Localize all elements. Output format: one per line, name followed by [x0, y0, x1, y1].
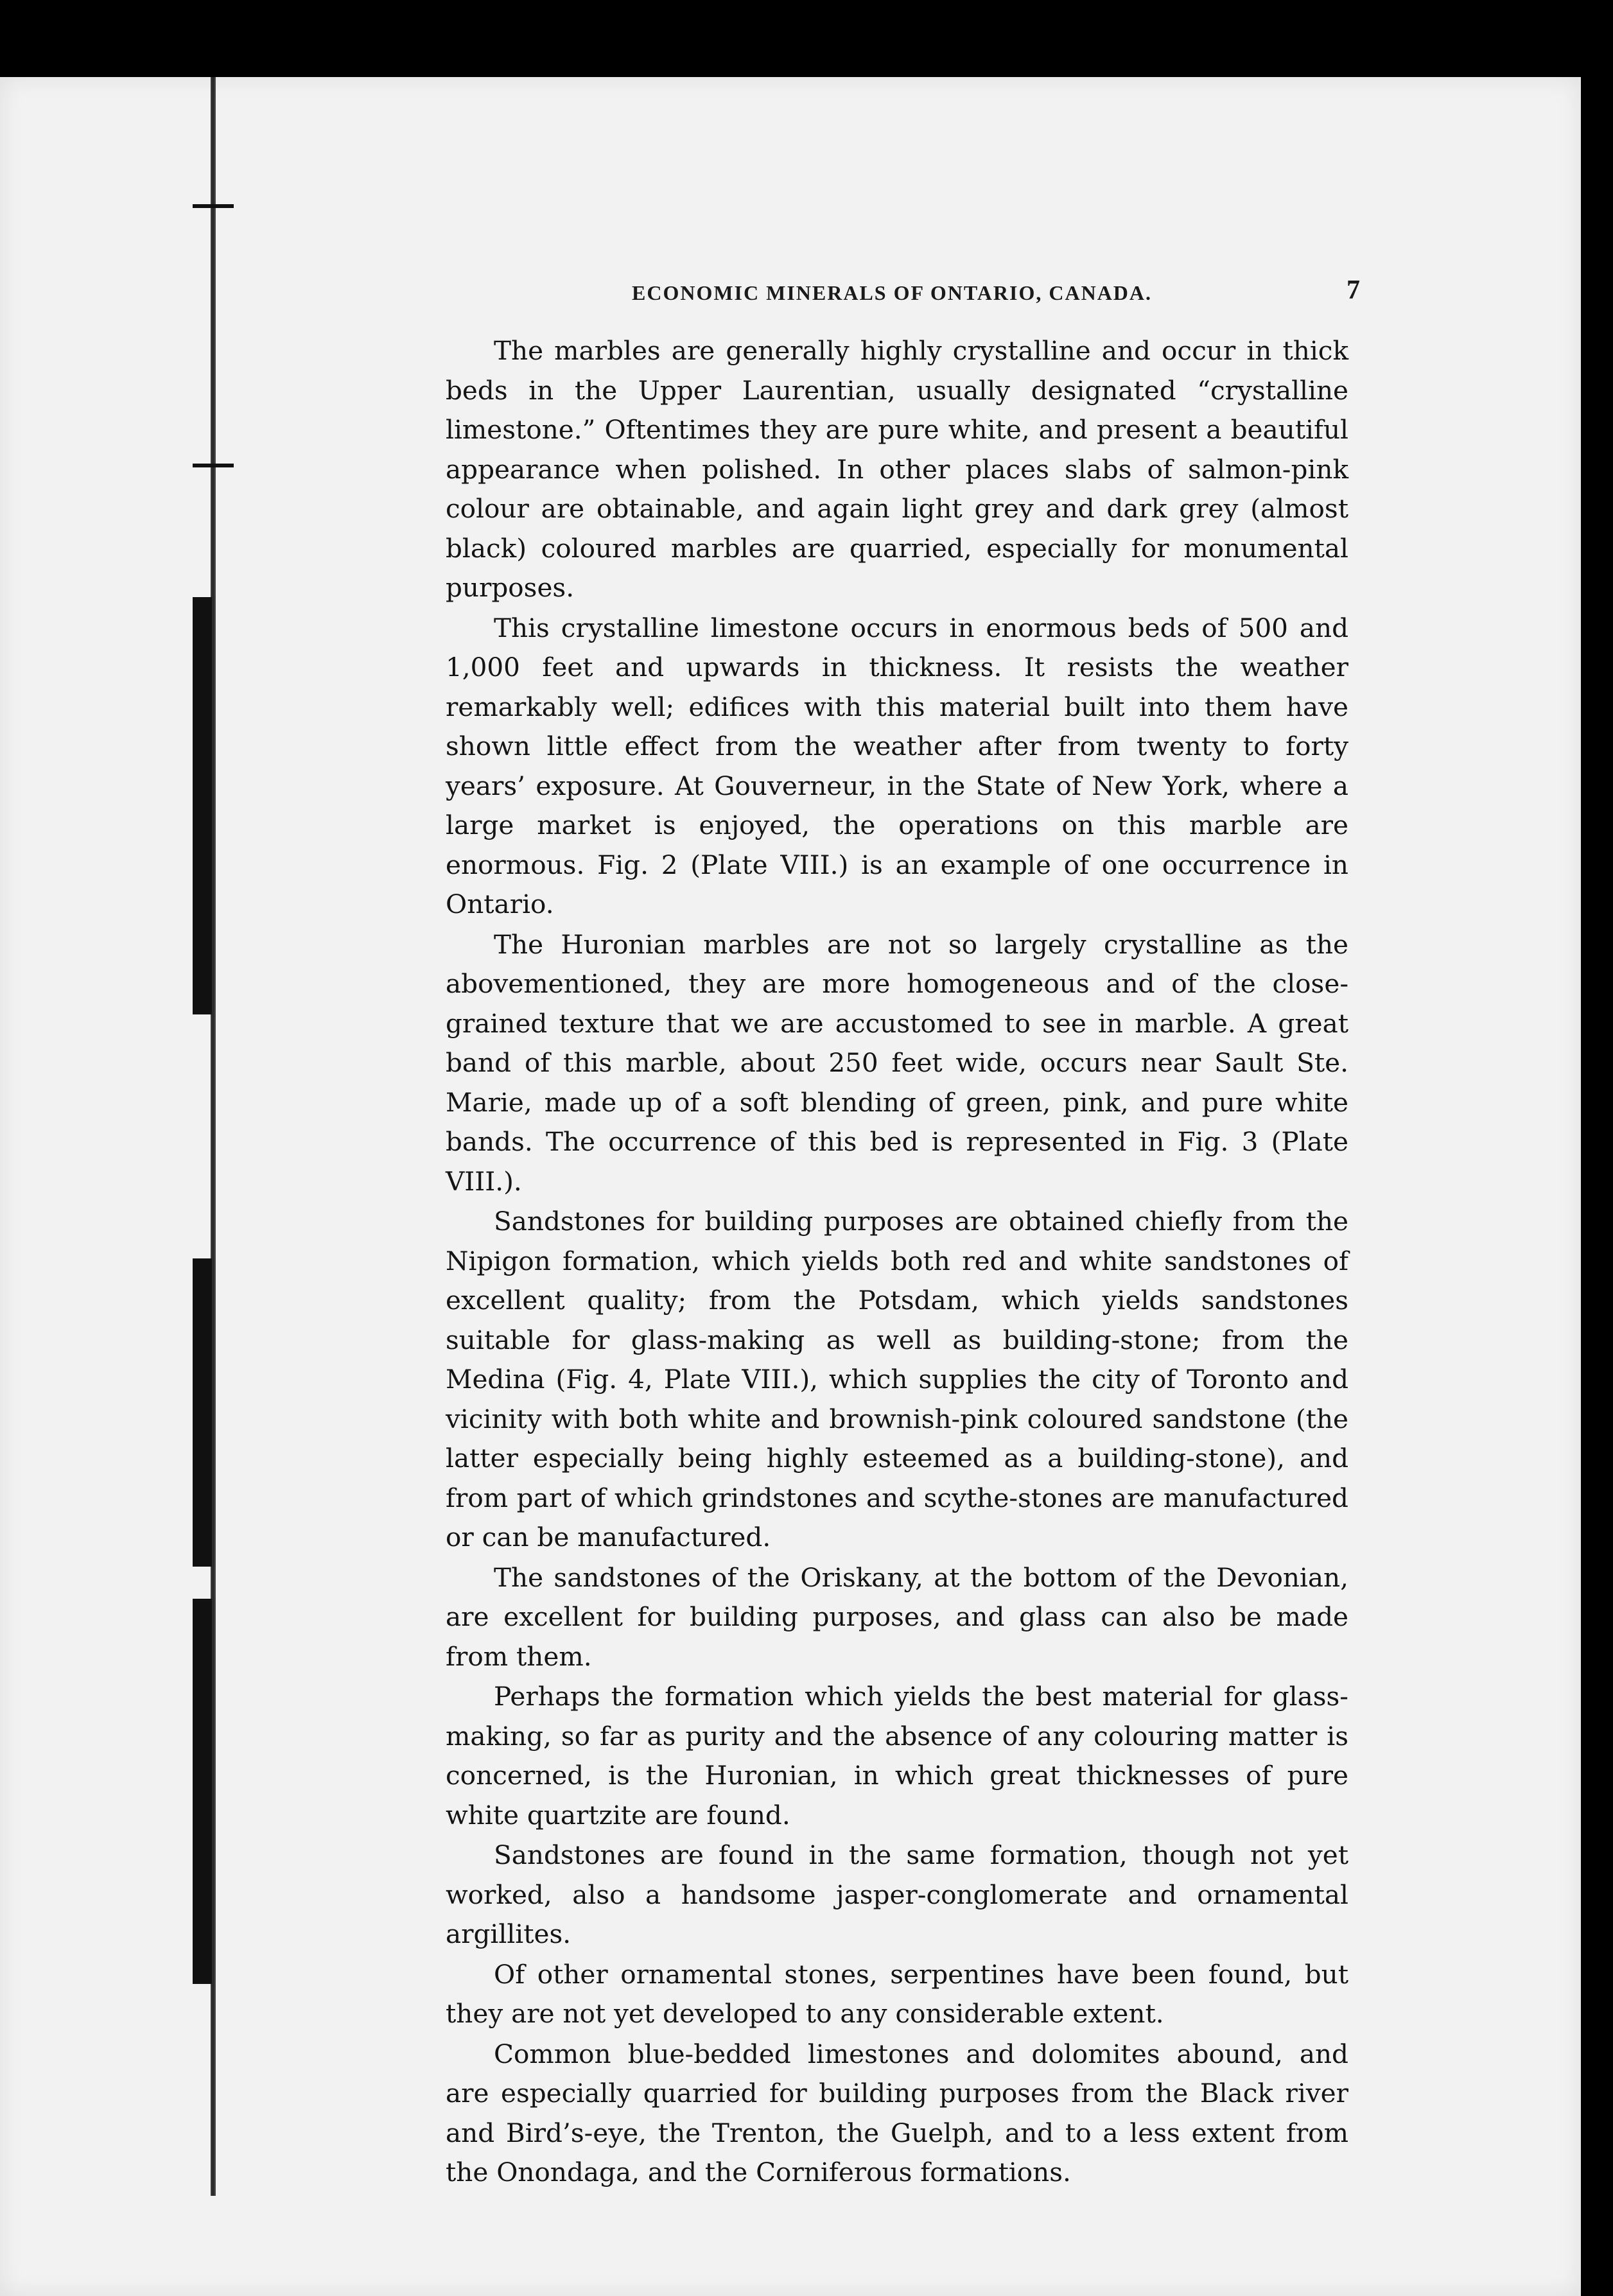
paragraph: The Huronian marbles are not so largely crystalline as the abovementioned, they are more homogeneous and of the close-grained texture that we are accustomed to see in marble. A great band of this marble, about 250 feet wide, occurs near Sault Ste. Marie, made up of a soft blending of green, pink, and pure white bands. The occurrence of this bed is represented in Fig. 3 (Plate VIII.).	[446, 928, 1348, 1197]
body-text	[446, 331, 1348, 2193]
paragraph: Of other ornamental stones, serpentines have been found, but they are not yet developed to any considerable extent.	[446, 1958, 1348, 2029]
binding-shadow	[193, 597, 212, 1014]
binding-shadow	[193, 1258, 212, 1567]
binding-shadow	[193, 1599, 212, 1984]
running-head	[446, 275, 1361, 313]
paragraph: Perhaps the formation which yields the best material for glass-making, so far as purity and the absence of any colouring matter is concerned, is the Huronian, in which great thicknesses of pure white quartzite are found.	[446, 1681, 1348, 1831]
paragraph: This crystalline limestone occurs in enormous beds of 500 and 1,000 feet and upwards in thickness. It resists the weather remarkably well; edifices with this material built into them have shown little effect from the weather after from twenty to forty years’ exposure. At Gouverneur, in the State of New York, where a large market is enjoyed, the operations on this marble are enormous. Fig. 2 (Plate VIII.) is an example of one occurrence in Ontario.	[446, 612, 1348, 919]
page-number: 7	[1347, 275, 1361, 305]
paragraph: Sandstones are found in the same formation, though not yet worked, also a handsome jasper-conglomerate and ornamental argillites.	[446, 1839, 1348, 1949]
binding-mark	[193, 464, 234, 467]
paragraph: The marbles are generally highly crystalline and occur in thick beds in the Upper Laurentian, usually designated “crystalline limestone.” Oftentimes they are pure white, and present a beautiful appearance when polished. In other places slabs of salmon-pink colour are obtainable, and again light grey and dark grey (almost black) coloured marbles are quarried, especially for monumental purposes.	[446, 335, 1348, 603]
binding-mark	[193, 204, 234, 208]
paragraph: The sandstones of the Oriskany, at the bottom of the Devonian, are excellent for building purposes, and glass can also be made from them.	[446, 1561, 1348, 1672]
paragraph: Common blue-bedded limestones and dolomites abound, and are especially quarried for building purposes from the Black river and Bird’s-eye, the Trenton, the Guelph, and to a less extent from the Onondaga, and the Corniferous formations.	[446, 2038, 1348, 2187]
paragraph: Sandstones for building purposes are obtained chiefly from the Nipigon formation, which yields both red and white sandstones of excellent quality; from the Potsdam, which yields sandstones suitable for glass-making as well as building-stone; from the Medina (Fig. 4, Plate VIII.), which supplies the city of Toronto and vicinity with both white and brownish-pink coloured sandstone (the latter especially being highly esteemed as a building-stone), and from part of which grindstones and scythe-stones are manufactured or can be manufactured.	[446, 1206, 1348, 1552]
running-head-title: ECONOMIC MINERALS OF ONTARIO, CANADA.	[632, 281, 1153, 304]
